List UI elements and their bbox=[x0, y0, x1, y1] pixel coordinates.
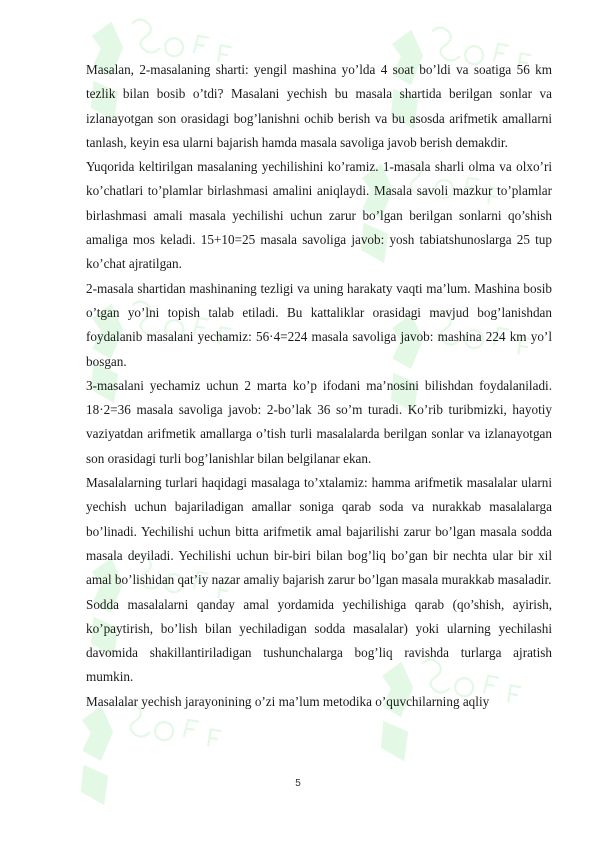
paragraph: 3-masalani yechamiz uchun 2 marta ko’p ifodani ma’nosini bilishdan foydalaniladi. 18·2=36 masala savoliga javob: 2-bo’lak 36 so’m turadi. Ko’rib turibmizki, hayotiy vaziyatdan arifmetik amallarga o’tish turli masalalarda berilgan sonlar va izlanayotgan son orasidagi turli bog’lanishlar bilan belgilanar ekan. bbox=[86, 377, 552, 466]
paragraph: Masalan, 2-masalaning sharti: yengil mashina yo’lda 4 soat bo’ldi va soatiga 56 km tezlik bilan bosib o’tdi? Masalani yechish bu masala shartida berilgan sonlar va izlanayotgan son orasidagi bog’lanishni ochib berish va bu asosda arifmetik amallarni tanlash, keyin esa ularni bajarish hamda masala savoliga javob berish demakdir. bbox=[86, 62, 552, 150]
paragraph: Masalalar yechish jarayonining o’zi ma’lum metodika o’quvchilarning aqliy bbox=[86, 693, 490, 709]
paragraph: Masalalarning turlari haqidagi masalaga to’xtalamiz: hamma arifmetik masalalar ularni yechish uchun bajariladigan amallar soniga qarab soda va nurakkab masalalarga bo’linadi. Yechilishi uchun bitta arifmetik amal bajarilishi zarur bo’lgan masala sodda masala deyiladi. Yechilishi uchun bir-biri bilan bog’liq bo’gan bir nechta ular bir xil amal bo’lishidan qat’iy nazar amaliy bajarish zarur bo’lgan masala murakkab masaladir. bbox=[86, 475, 552, 588]
paragraph: Yuqorida keltirilgan masalaning yechilishini ko’ramiz. 1-masala sharli olma va olxo’ri ko’chatlari to’plamlar birlashmasi amalini aniqlaydi. Masala savoli mazkur to’plamlar birlashmasi amali masala yechilishi uchun zarur bo’lgan berilgan sonlarni qo’shish amaliga mos keladi. 15+10=25 masala savoliga javob: yosh tabiatshunoslarga 25 tup ko’chat ajratilgan. bbox=[86, 159, 552, 272]
document-body bbox=[86, 58, 552, 714]
paragraph: 2-masala shartidan mashinaning tezligi va uning harakaty vaqti ma’lum. Mashina bosib o’tgan yo’lni topish talab etiladi. Bu kattaliklar orasidagi mavjud bog’lanishdan foydalanib masalani yechamiz: 56·4=224 masala savoliga javob: mashina 224 km yo’l bosgan. bbox=[86, 280, 552, 369]
page-number: 5 bbox=[295, 778, 301, 789]
paragraph: Sodda masalalarni qanday amal yordamida yechilishiga qarab (qo’shish, ayirish, ko’paytirish, bo’lish bilan yechiladigan sodda masalalar) yoki ularning yechilashi davomida shakillantiriladigan tushunchalarga bog’liq ravishda turlarga ajratish mumkin. bbox=[86, 596, 552, 685]
